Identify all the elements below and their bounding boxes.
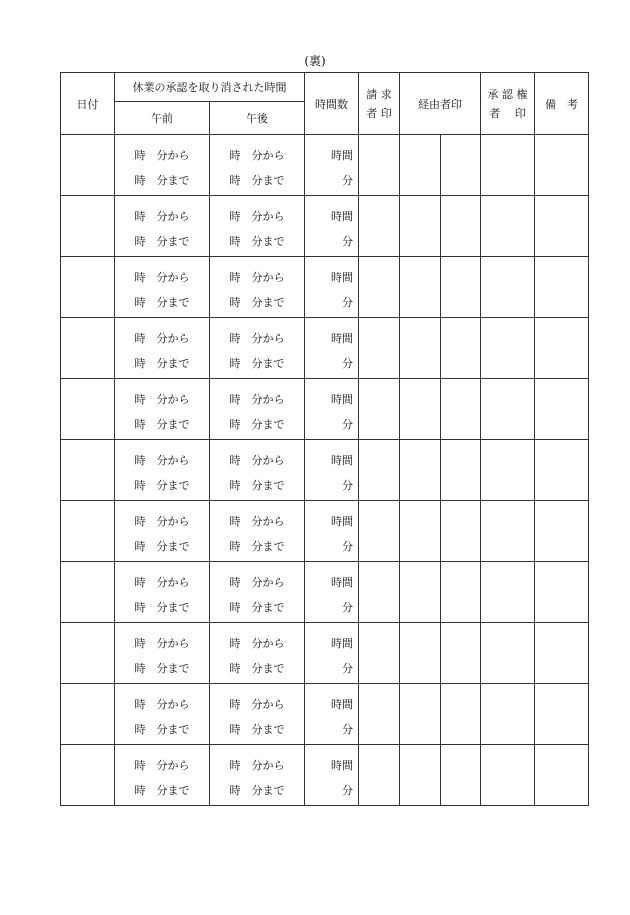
pm-to-text: 時 分まで [229, 601, 285, 614]
approver-seal-cell[interactable] [481, 684, 535, 745]
pm-from-text: 時 分から [229, 637, 285, 650]
requester-seal-cell[interactable] [359, 135, 400, 196]
hour-unit-text: 時間 [331, 759, 353, 772]
hour-unit-text: 時間 [331, 149, 353, 162]
requester-seal-cell[interactable] [359, 318, 400, 379]
pm-time-cell[interactable] [210, 562, 305, 623]
intermediary-seal-cell-2[interactable] [441, 379, 481, 440]
am-time-cell[interactable] [115, 562, 210, 623]
intermediary-seal-cell-1[interactable] [400, 562, 441, 623]
pm-time-cell[interactable] [210, 501, 305, 562]
am-to-text: 時 分まで [134, 479, 190, 492]
pm-from-text: 時 分から [229, 332, 285, 345]
approver-seal-cell[interactable] [481, 257, 535, 318]
table-row [61, 379, 589, 440]
am-from-text: 時 分から [134, 332, 190, 345]
intermediary-seal-cell-1[interactable] [400, 379, 441, 440]
approver-seal-cell[interactable] [481, 501, 535, 562]
hour-unit-text: 時間 [331, 698, 353, 711]
pm-to-text: 時 分まで [229, 540, 285, 553]
am-to-text: 時 分まで [134, 357, 190, 370]
remarks-cell[interactable] [535, 257, 589, 318]
am-time-cell[interactable] [115, 318, 210, 379]
am-to-text: 時 分まで [134, 662, 190, 675]
intermediary-seal-cell-1[interactable] [400, 318, 441, 379]
minute-unit-text: 分 [342, 784, 353, 797]
pm-from-text: 時 分から [229, 210, 285, 223]
am-from-text: 時 分から [134, 149, 190, 162]
am-to-text: 時 分まで [134, 540, 190, 553]
pm-time-cell[interactable] [210, 318, 305, 379]
remarks-cell[interactable] [535, 562, 589, 623]
hour-unit-text: 時間 [331, 454, 353, 467]
remarks-cell[interactable] [535, 196, 589, 257]
am-time-cell[interactable] [115, 257, 210, 318]
leave-cancellation-table [60, 72, 589, 806]
approver-seal-cell[interactable] [481, 440, 535, 501]
hours-cell[interactable] [305, 257, 359, 318]
table-row [61, 501, 589, 562]
am-from-text: 時 分から [134, 698, 190, 711]
pm-time-cell[interactable] [210, 440, 305, 501]
header-requester-seal [359, 73, 400, 135]
hours-cell[interactable] [305, 745, 359, 806]
remarks-cell[interactable] [535, 745, 589, 806]
am-from-text: 時 分から [134, 271, 190, 284]
date-cell[interactable] [61, 684, 115, 745]
pm-from-text: 時 分から [229, 149, 285, 162]
pm-from-text: 時 分から [229, 393, 285, 406]
approver-seal-cell[interactable] [481, 135, 535, 196]
minute-unit-text: 分 [342, 296, 353, 309]
pm-time-cell[interactable] [210, 135, 305, 196]
remarks-cell[interactable] [535, 684, 589, 745]
intermediary-seal-cell-2[interactable] [441, 501, 481, 562]
header-hours: 時間数 [305, 73, 359, 135]
am-to-text: 時 分まで [134, 418, 190, 431]
requester-seal-cell[interactable] [359, 379, 400, 440]
hours-cell[interactable] [305, 196, 359, 257]
minute-unit-text: 分 [342, 357, 353, 370]
requester-seal-cell[interactable] [359, 501, 400, 562]
pm-time-cell[interactable] [210, 745, 305, 806]
hour-unit-text: 時間 [331, 393, 353, 406]
am-from-text: 時 分から [134, 393, 190, 406]
pm-to-text: 時 分まで [229, 723, 285, 736]
header-approver-seal [481, 73, 535, 135]
header-intermediary-seal: 経由者印 [400, 73, 481, 135]
intermediary-seal-cell-2[interactable] [441, 196, 481, 257]
approver-seal-cell[interactable] [481, 745, 535, 806]
header-pm: 午後 [210, 102, 305, 135]
pm-time-cell[interactable] [210, 684, 305, 745]
intermediary-seal-cell-2[interactable] [441, 562, 481, 623]
date-cell[interactable] [61, 318, 115, 379]
pm-from-text: 時 分から [229, 576, 285, 589]
hours-cell[interactable] [305, 440, 359, 501]
date-cell[interactable] [61, 623, 115, 684]
hours-cell[interactable] [305, 318, 359, 379]
header-date: 日付 [61, 73, 115, 135]
minute-unit-text: 分 [342, 601, 353, 614]
remarks-cell[interactable] [535, 440, 589, 501]
header-am: 午前 [115, 102, 210, 135]
pm-time-cell[interactable] [210, 623, 305, 684]
pm-to-text: 時 分まで [229, 357, 285, 370]
am-from-text: 時 分から [134, 515, 190, 528]
requester-seal-cell[interactable] [359, 196, 400, 257]
date-cell[interactable] [61, 257, 115, 318]
pm-from-text: 時 分から [229, 515, 285, 528]
hours-cell[interactable] [305, 562, 359, 623]
approver-seal-cell[interactable] [481, 562, 535, 623]
hours-cell[interactable] [305, 501, 359, 562]
hours-cell[interactable] [305, 135, 359, 196]
header-approver-seal-line2: 者 印 [489, 106, 526, 120]
intermediary-seal-cell-2[interactable] [441, 745, 481, 806]
hours-cell[interactable] [305, 379, 359, 440]
header-requester-seal-line2: 者 印 [366, 106, 392, 120]
hour-unit-text: 時間 [331, 515, 353, 528]
am-to-text: 時 分まで [134, 174, 190, 187]
requester-seal-cell[interactable] [359, 562, 400, 623]
header-approver-seal-line1: 承 認 権 [487, 87, 528, 101]
table-row [61, 440, 589, 501]
header-cancelled-time: 休業の承認を取り消された時間 [115, 73, 305, 102]
table-row [61, 135, 589, 196]
header-remarks: 備 考 [535, 73, 589, 135]
remarks-cell[interactable] [535, 135, 589, 196]
am-time-cell[interactable] [115, 196, 210, 257]
remarks-cell[interactable] [535, 501, 589, 562]
pm-to-text: 時 分まで [229, 235, 285, 248]
table-row [61, 684, 589, 745]
table-row [61, 318, 589, 379]
intermediary-seal-cell-1[interactable] [400, 196, 441, 257]
intermediary-seal-cell-2[interactable] [441, 318, 481, 379]
pm-time-cell[interactable] [210, 379, 305, 440]
pm-from-text: 時 分から [229, 271, 285, 284]
pm-to-text: 時 分まで [229, 296, 285, 309]
approver-seal-cell[interactable] [481, 196, 535, 257]
minute-unit-text: 分 [342, 174, 353, 187]
hour-unit-text: 時間 [331, 576, 353, 589]
am-time-cell[interactable] [115, 623, 210, 684]
requester-seal-cell[interactable] [359, 684, 400, 745]
hour-unit-text: 時間 [331, 210, 353, 223]
am-from-text: 時 分から [134, 759, 190, 772]
intermediary-seal-cell-1[interactable] [400, 135, 441, 196]
intermediary-seal-cell-2[interactable] [441, 440, 481, 501]
am-from-text: 時 分から [134, 210, 190, 223]
table-row [61, 562, 589, 623]
am-to-text: 時 分まで [134, 784, 190, 797]
date-cell[interactable] [61, 501, 115, 562]
intermediary-seal-cell-1[interactable] [400, 501, 441, 562]
date-cell[interactable] [61, 562, 115, 623]
am-to-text: 時 分まで [134, 601, 190, 614]
am-time-cell[interactable] [115, 501, 210, 562]
minute-unit-text: 分 [342, 723, 353, 736]
am-time-cell[interactable] [115, 745, 210, 806]
pm-to-text: 時 分まで [229, 174, 285, 187]
minute-unit-text: 分 [342, 662, 353, 675]
page-title: (裏) [304, 54, 326, 68]
approver-seal-cell[interactable] [481, 379, 535, 440]
pm-to-text: 時 分まで [229, 479, 285, 492]
table-row [61, 196, 589, 257]
requester-seal-cell[interactable] [359, 440, 400, 501]
am-from-text: 時 分から [134, 454, 190, 467]
requester-seal-cell[interactable] [359, 257, 400, 318]
am-to-text: 時 分まで [134, 296, 190, 309]
table-row [61, 623, 589, 684]
hour-unit-text: 時間 [331, 271, 353, 284]
hours-cell[interactable] [305, 623, 359, 684]
pm-time-cell[interactable] [210, 257, 305, 318]
am-time-cell[interactable] [115, 684, 210, 745]
minute-unit-text: 分 [342, 540, 353, 553]
date-cell[interactable] [61, 440, 115, 501]
am-time-cell[interactable] [115, 135, 210, 196]
approver-seal-cell[interactable] [481, 623, 535, 684]
table-row [61, 257, 589, 318]
hours-cell[interactable] [305, 684, 359, 745]
requester-seal-cell[interactable] [359, 745, 400, 806]
requester-seal-cell[interactable] [359, 623, 400, 684]
am-from-text: 時 分から [134, 637, 190, 650]
minute-unit-text: 分 [342, 418, 353, 431]
am-time-cell[interactable] [115, 440, 210, 501]
pm-from-text: 時 分から [229, 454, 285, 467]
pm-to-text: 時 分まで [229, 784, 285, 797]
remarks-cell[interactable] [535, 623, 589, 684]
pm-time-cell[interactable] [210, 196, 305, 257]
date-cell[interactable] [61, 745, 115, 806]
pm-to-text: 時 分まで [229, 662, 285, 675]
pm-to-text: 時 分まで [229, 418, 285, 431]
pm-from-text: 時 分から [229, 759, 285, 772]
pm-from-text: 時 分から [229, 698, 285, 711]
table-row [61, 745, 589, 806]
hour-unit-text: 時間 [331, 332, 353, 345]
date-cell[interactable] [61, 379, 115, 440]
intermediary-seal-cell-1[interactable] [400, 684, 441, 745]
am-time-cell[interactable] [115, 379, 210, 440]
intermediary-seal-cell-1[interactable] [400, 745, 441, 806]
intermediary-seal-cell-2[interactable] [441, 257, 481, 318]
intermediary-seal-cell-2[interactable] [441, 684, 481, 745]
remarks-cell[interactable] [535, 379, 589, 440]
am-to-text: 時 分まで [134, 235, 190, 248]
date-cell[interactable] [61, 196, 115, 257]
remarks-cell[interactable] [535, 318, 589, 379]
header-requester-seal-line1: 請 求 [366, 87, 392, 101]
am-to-text: 時 分まで [134, 723, 190, 736]
hour-unit-text: 時間 [331, 637, 353, 650]
am-from-text: 時 分から [134, 576, 190, 589]
intermediary-seal-cell-2[interactable] [441, 623, 481, 684]
intermediary-seal-cell-1[interactable] [400, 440, 441, 501]
intermediary-seal-cell-2[interactable] [441, 135, 481, 196]
approver-seal-cell[interactable] [481, 318, 535, 379]
intermediary-seal-cell-1[interactable] [400, 257, 441, 318]
minute-unit-text: 分 [342, 235, 353, 248]
minute-unit-text: 分 [342, 479, 353, 492]
intermediary-seal-cell-1[interactable] [400, 623, 441, 684]
date-cell[interactable] [61, 135, 115, 196]
